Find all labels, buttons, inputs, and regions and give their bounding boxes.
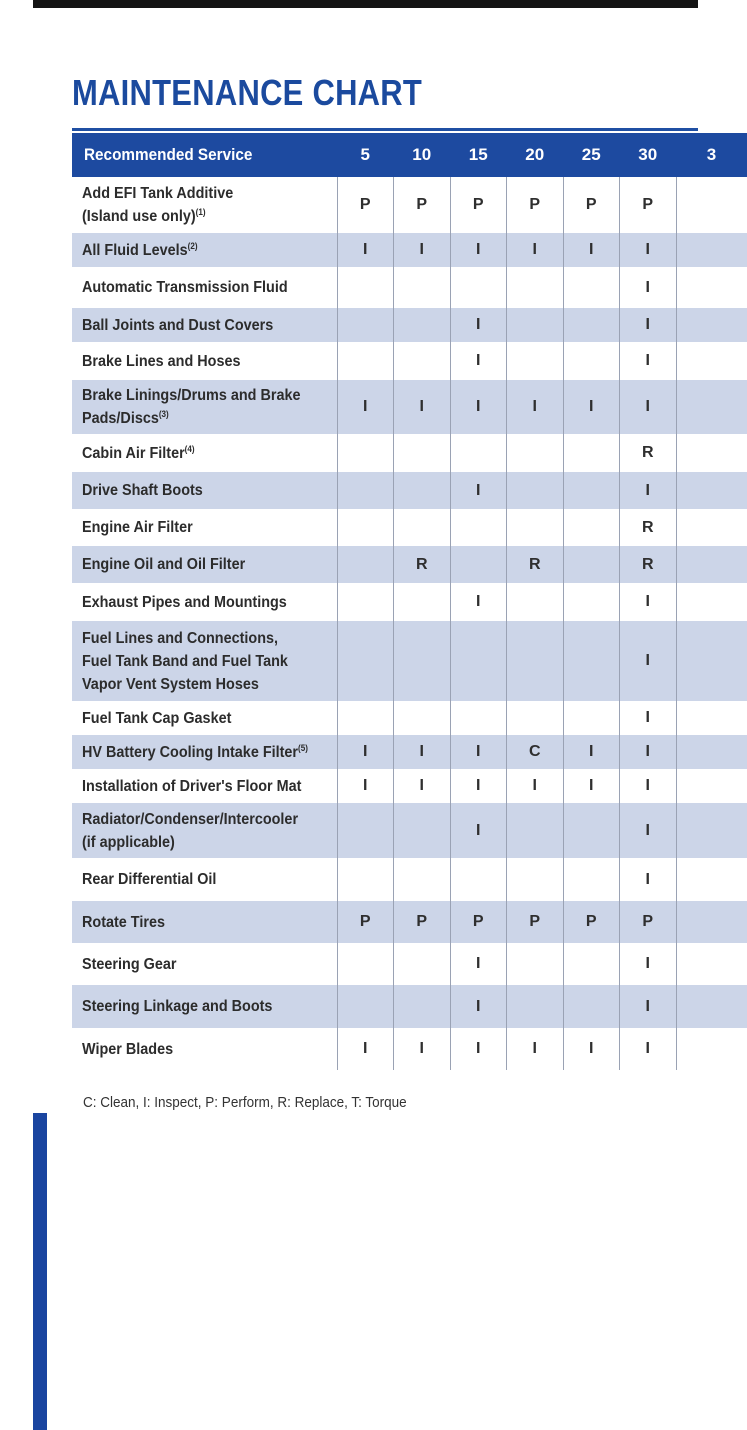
service-code-cell bbox=[563, 803, 620, 858]
service-code-cell: I bbox=[563, 380, 620, 434]
service-code-cell: I bbox=[337, 1028, 394, 1070]
service-name-line: Radiator/Condenser/Intercooler bbox=[82, 810, 299, 828]
service-code-cell: C bbox=[507, 735, 564, 769]
service-name-line: Engine Oil and Oil Filter bbox=[82, 556, 246, 573]
service-code-cell: P bbox=[450, 177, 507, 233]
table-row bbox=[72, 769, 747, 803]
service-code-cell bbox=[563, 509, 620, 546]
service-code-cell bbox=[563, 858, 620, 901]
service-name-line: Add EFI Tank Additive bbox=[82, 185, 234, 202]
service-code-cell: I bbox=[450, 233, 507, 267]
service-code-cell bbox=[676, 769, 747, 803]
service-code-cell bbox=[450, 621, 507, 701]
service-name-line: Installation of Driver's Floor Mat bbox=[82, 777, 302, 795]
interval-column-header: 10 bbox=[394, 133, 451, 177]
service-code-cell bbox=[450, 858, 507, 901]
service-code-cell: I bbox=[337, 233, 394, 267]
service-code-cell bbox=[507, 621, 564, 701]
service-name-line: Fuel Tank Band and Fuel Tank bbox=[82, 652, 288, 670]
table-row bbox=[72, 901, 747, 943]
service-code-cell: I bbox=[450, 735, 507, 769]
service-code-cell bbox=[450, 267, 507, 308]
service-code-cell bbox=[563, 546, 620, 583]
service-code-cell bbox=[676, 943, 747, 985]
service-name-line: Brake Linings/Drums and Brake bbox=[82, 387, 301, 404]
table-body bbox=[72, 177, 747, 1070]
service-code-cell: I bbox=[620, 342, 677, 380]
footnote-marker: (3) bbox=[158, 409, 169, 419]
service-code-cell bbox=[676, 546, 747, 583]
interval-column-header: 3 bbox=[676, 133, 747, 177]
service-code-cell: P bbox=[394, 901, 451, 943]
service-code-cell bbox=[507, 472, 564, 509]
service-code-cell bbox=[676, 621, 747, 701]
service-code-cell bbox=[676, 985, 747, 1028]
service-code-cell: R bbox=[620, 434, 677, 472]
service-code-cell: I bbox=[620, 803, 677, 858]
service-code-cell: P bbox=[337, 177, 394, 233]
service-code-cell: P bbox=[507, 901, 564, 943]
service-name-cell bbox=[72, 546, 337, 583]
service-code-cell: I bbox=[620, 1028, 677, 1070]
service-code-cell bbox=[394, 583, 451, 621]
service-code-cell bbox=[394, 434, 451, 472]
table-row bbox=[72, 509, 747, 546]
service-code-cell bbox=[394, 985, 451, 1028]
service-code-cell bbox=[507, 342, 564, 380]
service-name-line: Brake Lines and Hoses bbox=[82, 352, 241, 370]
service-code-cell bbox=[507, 943, 564, 985]
interval-column-header: 30 bbox=[620, 133, 677, 177]
service-code-cell bbox=[676, 735, 747, 769]
service-code-cell: I bbox=[620, 943, 677, 985]
service-code-cell bbox=[394, 701, 451, 735]
service-name-line: Ball Joints and Dust Covers bbox=[82, 316, 274, 334]
service-code-cell bbox=[394, 472, 451, 509]
service-name-cell bbox=[72, 858, 337, 901]
service-code-cell bbox=[676, 434, 747, 472]
service-code-cell bbox=[563, 985, 620, 1028]
service-code-cell bbox=[450, 701, 507, 735]
service-code-cell: I bbox=[507, 1028, 564, 1070]
service-code-cell bbox=[676, 233, 747, 267]
service-code-cell bbox=[450, 546, 507, 583]
service-code-cell: R bbox=[394, 546, 451, 583]
service-code-cell: R bbox=[620, 546, 677, 583]
service-code-cell: I bbox=[620, 583, 677, 621]
service-name-cell bbox=[72, 769, 337, 803]
service-name-line: Steering Linkage and Boots bbox=[82, 998, 273, 1015]
service-code-cell bbox=[563, 943, 620, 985]
table-row bbox=[72, 621, 747, 701]
top-border-bar bbox=[33, 0, 698, 8]
service-code-cell bbox=[507, 267, 564, 308]
footnote-marker: (1) bbox=[195, 207, 206, 217]
side-accent-bar bbox=[33, 1113, 47, 1430]
service-code-cell bbox=[563, 342, 620, 380]
service-code-cell bbox=[676, 267, 747, 308]
table-row bbox=[72, 380, 747, 434]
service-code-cell bbox=[394, 621, 451, 701]
maintenance-table-container bbox=[72, 128, 717, 1070]
table-row bbox=[72, 735, 747, 769]
service-name-line: Engine Air Filter bbox=[82, 519, 193, 536]
table-row bbox=[72, 701, 747, 735]
service-code-cell bbox=[563, 267, 620, 308]
service-code-cell: I bbox=[507, 769, 564, 803]
service-name-line: Drive Shaft Boots bbox=[82, 482, 203, 499]
table-row bbox=[72, 342, 747, 380]
service-name-line: Vapor Vent System Hoses bbox=[82, 675, 259, 693]
service-code-cell: I bbox=[507, 233, 564, 267]
service-name-cell bbox=[72, 701, 337, 735]
service-code-cell: P bbox=[507, 177, 564, 233]
service-code-cell bbox=[676, 1028, 747, 1070]
service-code-cell bbox=[676, 509, 747, 546]
service-code-cell: I bbox=[394, 769, 451, 803]
maintenance-table bbox=[72, 133, 747, 1070]
service-code-cell: I bbox=[620, 621, 677, 701]
service-code-cell bbox=[394, 308, 451, 342]
service-name-line: Exhaust Pipes and Mountings bbox=[82, 593, 287, 611]
service-code-cell: I bbox=[620, 308, 677, 342]
service-code-cell: I bbox=[563, 735, 620, 769]
footnote-marker: (5) bbox=[298, 742, 308, 753]
service-code-cell: I bbox=[394, 735, 451, 769]
service-code-cell: P bbox=[620, 901, 677, 943]
interval-column-header: 15 bbox=[450, 133, 507, 177]
service-code-cell bbox=[394, 342, 451, 380]
service-code-cell bbox=[563, 701, 620, 735]
service-code-cell: I bbox=[450, 308, 507, 342]
service-name-line: Fuel Tank Cap Gasket bbox=[82, 709, 232, 727]
service-name-line: Pads/Discs bbox=[82, 410, 159, 427]
service-code-cell: I bbox=[620, 472, 677, 509]
service-name-line: All Fluid Levels bbox=[82, 241, 188, 259]
service-code-cell: I bbox=[620, 701, 677, 735]
service-name-cell bbox=[72, 308, 337, 342]
page-title: MAINTENANCE CHART bbox=[72, 72, 423, 113]
table-row bbox=[72, 434, 747, 472]
service-code-cell bbox=[394, 267, 451, 308]
service-code-cell bbox=[507, 308, 564, 342]
service-code-cell: I bbox=[563, 233, 620, 267]
service-code-cell: R bbox=[507, 546, 564, 583]
service-code-cell: P bbox=[563, 901, 620, 943]
service-code-cell bbox=[507, 803, 564, 858]
service-name-line: (Island use only) bbox=[82, 208, 196, 225]
table-top-rule bbox=[72, 128, 698, 131]
service-name-line: Rear Differential Oil bbox=[82, 871, 217, 888]
table-header-row bbox=[72, 133, 747, 177]
table-row bbox=[72, 858, 747, 901]
service-code-cell bbox=[563, 583, 620, 621]
service-code-cell: I bbox=[450, 803, 507, 858]
service-code-cell: I bbox=[394, 233, 451, 267]
service-code-cell bbox=[676, 472, 747, 509]
service-code-cell: I bbox=[620, 267, 677, 308]
table-row bbox=[72, 985, 747, 1028]
service-code-cell: I bbox=[507, 380, 564, 434]
service-code-cell bbox=[676, 901, 747, 943]
table-row bbox=[72, 546, 747, 583]
service-code-cell: I bbox=[620, 858, 677, 901]
interval-column-header: 20 bbox=[507, 133, 564, 177]
service-code-cell bbox=[563, 308, 620, 342]
interval-column-header: 5 bbox=[337, 133, 394, 177]
service-code-cell: I bbox=[450, 472, 507, 509]
table-row bbox=[72, 233, 747, 267]
service-code-cell: I bbox=[450, 342, 507, 380]
service-code-cell: I bbox=[620, 380, 677, 434]
table-row bbox=[72, 267, 747, 308]
service-name-line: Steering Gear bbox=[82, 955, 177, 973]
service-code-cell bbox=[507, 858, 564, 901]
service-code-cell bbox=[563, 434, 620, 472]
service-name-cell bbox=[72, 901, 337, 943]
table-row bbox=[72, 308, 747, 342]
service-code-cell: P bbox=[450, 901, 507, 943]
legend-text: C: Clean, I: Inspect, P: Perform, R: Replace, T: Torque bbox=[83, 1094, 407, 1111]
service-name-line: (if applicable) bbox=[82, 833, 175, 851]
service-name-line: HV Battery Cooling Intake Filter bbox=[82, 743, 299, 761]
service-name-cell bbox=[72, 434, 337, 472]
service-name-cell bbox=[72, 472, 337, 509]
service-code-cell: I bbox=[450, 1028, 507, 1070]
service-name-cell bbox=[72, 233, 337, 267]
service-name-cell bbox=[72, 803, 337, 858]
table-row bbox=[72, 583, 747, 621]
service-code-cell: I bbox=[450, 380, 507, 434]
service-code-cell: P bbox=[394, 177, 451, 233]
service-name-cell bbox=[72, 943, 337, 985]
service-code-cell bbox=[676, 380, 747, 434]
service-code-cell bbox=[676, 308, 747, 342]
service-code-cell: P bbox=[620, 177, 677, 233]
service-name-line: Fuel Lines and Connections, bbox=[82, 629, 279, 647]
service-code-cell bbox=[507, 434, 564, 472]
service-name-cell bbox=[72, 267, 337, 308]
service-code-cell bbox=[563, 621, 620, 701]
service-code-cell bbox=[394, 803, 451, 858]
service-code-cell: I bbox=[337, 735, 394, 769]
service-name-line: Cabin Air Filter bbox=[82, 444, 185, 462]
table-row bbox=[72, 472, 747, 509]
service-name-cell bbox=[72, 1028, 337, 1070]
service-code-cell: I bbox=[620, 769, 677, 803]
service-code-cell: I bbox=[563, 1028, 620, 1070]
service-code-cell bbox=[676, 701, 747, 735]
service-name-cell bbox=[72, 621, 337, 701]
service-code-cell bbox=[394, 943, 451, 985]
table-row bbox=[72, 943, 747, 985]
service-name-cell bbox=[72, 735, 337, 769]
service-code-cell: I bbox=[620, 735, 677, 769]
service-code-cell bbox=[676, 583, 747, 621]
service-code-cell bbox=[507, 583, 564, 621]
interval-column-header: 25 bbox=[563, 133, 620, 177]
service-code-cell: I bbox=[563, 769, 620, 803]
service-code-cell bbox=[394, 858, 451, 901]
service-name-cell bbox=[72, 509, 337, 546]
service-code-cell: P bbox=[337, 901, 394, 943]
service-code-cell bbox=[563, 472, 620, 509]
service-code-cell bbox=[507, 985, 564, 1028]
service-code-cell bbox=[676, 803, 747, 858]
service-code-cell: I bbox=[450, 583, 507, 621]
service-code-cell: I bbox=[620, 233, 677, 267]
service-name-line: Automatic Transmission Fluid bbox=[82, 279, 288, 296]
service-code-cell: R bbox=[620, 509, 677, 546]
service-code-cell: I bbox=[394, 1028, 451, 1070]
service-code-cell bbox=[450, 434, 507, 472]
table-row bbox=[72, 177, 747, 233]
service-name-line: Wiper Blades bbox=[82, 1040, 174, 1058]
table-row bbox=[72, 803, 747, 858]
table-row bbox=[72, 1028, 747, 1070]
service-name-cell bbox=[72, 583, 337, 621]
service-name-line: Rotate Tires bbox=[82, 913, 165, 931]
service-name-cell bbox=[72, 985, 337, 1028]
service-code-cell bbox=[394, 509, 451, 546]
service-code-cell bbox=[450, 509, 507, 546]
service-name-cell bbox=[72, 380, 337, 434]
service-code-cell bbox=[676, 342, 747, 380]
service-code-cell: P bbox=[563, 177, 620, 233]
service-code-cell bbox=[676, 177, 747, 233]
service-code-cell bbox=[507, 701, 564, 735]
service-name-cell bbox=[72, 177, 337, 233]
service-code-cell: I bbox=[450, 985, 507, 1028]
service-code-cell: I bbox=[620, 985, 677, 1028]
service-code-cell: I bbox=[337, 380, 394, 434]
service-code-cell: I bbox=[450, 769, 507, 803]
footnote-marker: (2) bbox=[187, 240, 198, 251]
service-column-header: Recommended Service bbox=[72, 133, 337, 177]
service-code-cell: I bbox=[394, 380, 451, 434]
service-name-cell bbox=[72, 342, 337, 380]
service-code-cell: I bbox=[337, 769, 394, 803]
service-code-cell: I bbox=[450, 943, 507, 985]
footnote-marker: (4) bbox=[184, 443, 195, 454]
service-code-cell bbox=[507, 509, 564, 546]
service-code-cell bbox=[676, 858, 747, 901]
